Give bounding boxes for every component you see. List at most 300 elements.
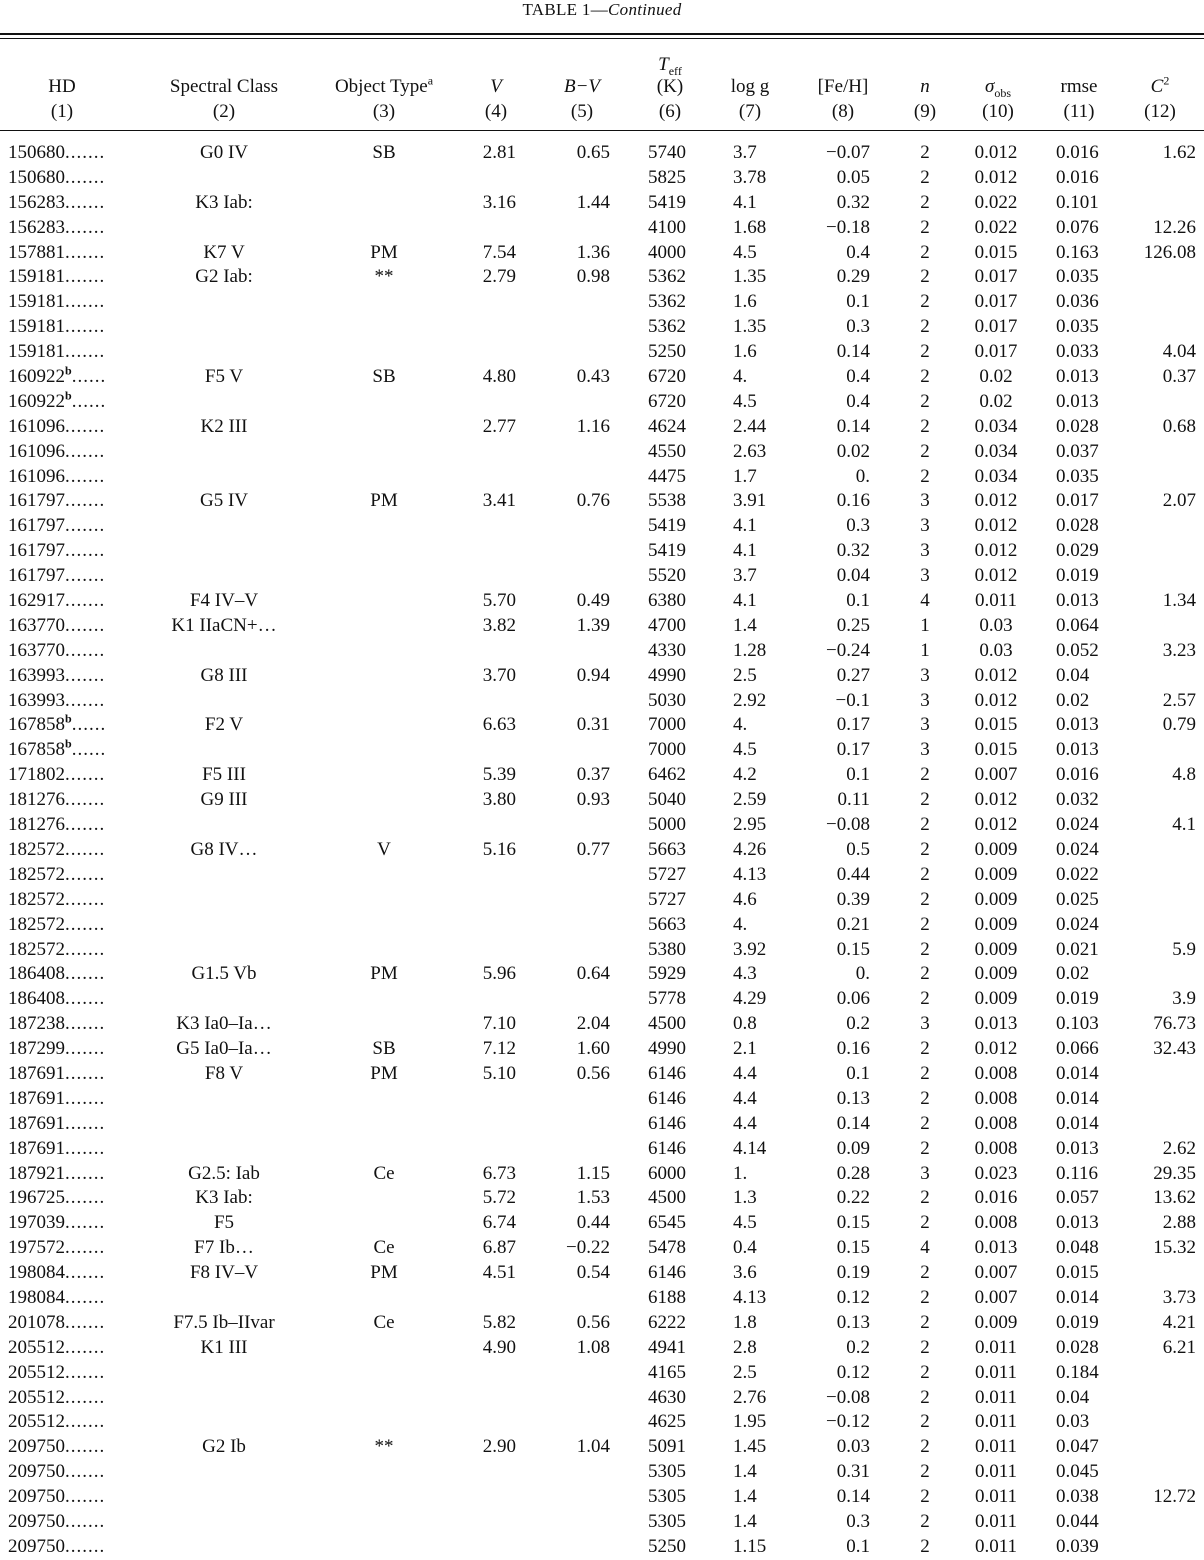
cell-teff: 5538 <box>648 490 686 512</box>
cell-fe-h: 0.4 <box>846 366 870 388</box>
cell-rmse: 0.024 <box>1056 913 1099 935</box>
cell-n: 3 <box>920 689 930 711</box>
cell-n: 2 <box>920 1038 930 1060</box>
cell-fe-h: 0.12 <box>836 1361 870 1383</box>
cell-log-g: 4.3 <box>733 963 757 985</box>
cell-fe-h: 0.32 <box>836 191 870 213</box>
cell-fe-h: 0.04 <box>836 565 870 587</box>
cell-n: 2 <box>920 316 930 338</box>
cell-rmse: 0.016 <box>1056 142 1099 163</box>
cell-n: 2 <box>920 1386 930 1408</box>
cell-rmse: 0.066 <box>1056 1038 1099 1060</box>
table-row <box>0 738 1204 763</box>
cell-hd: 186408....... <box>8 963 106 985</box>
cell-fe-h: −0.24 <box>826 639 870 661</box>
cell-b-v: 0.43 <box>576 366 610 388</box>
cell-v-mag: 3.80 <box>482 789 516 811</box>
cell-rmse: 0.044 <box>1056 1510 1099 1532</box>
cell-teff: 6146 <box>648 1087 686 1109</box>
cell-sigma-obs: 0.011 <box>974 1411 1018 1433</box>
cell-spectral-class: G2 Iab: <box>195 266 253 288</box>
cell-log-g: 1.35 <box>733 316 767 338</box>
cell-rmse: 0.013 <box>1056 1212 1099 1234</box>
cell-b-v: 0.98 <box>576 266 610 288</box>
cell-n: 2 <box>920 1212 930 1234</box>
cell-object-type: ** <box>374 266 394 288</box>
cell-spectral-class: K2 III <box>200 415 248 437</box>
cell-sigma-obs: 0.034 <box>974 415 1018 437</box>
cell-n: 2 <box>920 1062 930 1084</box>
table-row <box>0 1112 1204 1137</box>
table-title-continued: Continued <box>608 0 682 19</box>
cell-teff: 5362 <box>648 291 686 313</box>
cell-n: 2 <box>920 1087 930 1109</box>
cell-n: 2 <box>920 838 930 860</box>
cell-log-g: 1.35 <box>733 266 767 288</box>
cell-rmse: 0.014 <box>1056 1286 1099 1308</box>
cell-teff: 5000 <box>648 814 686 836</box>
cell-c2: 12.26 <box>1153 216 1196 238</box>
cell-log-g: 4. <box>733 714 748 736</box>
cell-c2: 4.04 <box>1162 341 1196 363</box>
table-row <box>0 166 1204 191</box>
cell-n: 2 <box>920 1187 930 1209</box>
cell-n: 2 <box>920 1486 930 1508</box>
table-row <box>0 1211 1204 1236</box>
cell-fe-h: 0.16 <box>836 1038 870 1060</box>
cell-teff: 5305 <box>648 1461 686 1483</box>
cell-rmse: 0.035 <box>1056 266 1099 288</box>
table-row <box>0 664 1204 689</box>
cell-fe-h: 0.21 <box>836 913 870 935</box>
cell-sigma-obs: 0.009 <box>974 1311 1018 1333</box>
cell-teff: 5663 <box>648 838 686 860</box>
cell-sigma-obs: 0.011 <box>974 590 1018 612</box>
column-header-name: (K) <box>656 76 684 97</box>
cell-n: 2 <box>920 888 930 910</box>
cell-hd: 187691....... <box>8 1087 106 1109</box>
column-header-name: n <box>920 76 930 97</box>
cell-b-v: 0.77 <box>576 838 610 860</box>
cell-sigma-obs: 0.012 <box>974 789 1018 811</box>
cell-sigma-obs: 0.015 <box>974 739 1018 761</box>
cell-rmse: 0.016 <box>1056 764 1099 786</box>
cell-b-v: 0.65 <box>576 142 610 163</box>
cell-hd: 209750....... <box>8 1436 106 1458</box>
cell-teff: 4630 <box>648 1386 686 1408</box>
cell-n: 3 <box>920 540 930 562</box>
cell-fe-h: 0.15 <box>836 938 870 960</box>
cell-c2: 3.9 <box>1172 988 1196 1010</box>
cell-teff: 5520 <box>648 565 686 587</box>
cell-n: 2 <box>920 1411 930 1433</box>
cell-fe-h: 0.14 <box>836 1486 870 1508</box>
cell-log-g: 4.5 <box>733 241 757 263</box>
cell-fe-h: 0.2 <box>846 1336 870 1358</box>
cell-fe-h: 0.1 <box>846 291 870 313</box>
cell-teff: 5727 <box>648 888 686 910</box>
cell-rmse: 0.038 <box>1056 1486 1099 1508</box>
cell-teff: 4550 <box>648 440 686 462</box>
cell-v-mag: 3.82 <box>482 614 516 636</box>
cell-n: 2 <box>920 142 930 163</box>
cell-b-v: 0.44 <box>576 1212 610 1234</box>
cell-sigma-obs: 0.011 <box>974 1436 1018 1458</box>
cell-teff: 4500 <box>648 1187 686 1209</box>
cell-rmse: 0.057 <box>1056 1187 1099 1209</box>
cell-rmse: 0.047 <box>1056 1436 1099 1458</box>
cell-teff: 6720 <box>648 390 686 412</box>
cell-log-g: 4.5 <box>733 390 757 412</box>
cell-object-type: PM <box>370 1062 398 1084</box>
cell-hd: 156283....... <box>8 191 106 213</box>
cell-spectral-class: F2 V <box>204 714 244 736</box>
column-header-number: (3) <box>372 101 396 122</box>
cell-b-v: 0.56 <box>576 1062 610 1084</box>
cell-b-v: 1.15 <box>576 1162 610 1184</box>
cell-teff: 6545 <box>648 1212 686 1234</box>
cell-log-g: 2.5 <box>733 1361 757 1383</box>
cell-n: 3 <box>920 1013 930 1035</box>
cell-v-mag: 3.41 <box>482 490 516 512</box>
cell-teff: 5663 <box>648 913 686 935</box>
table-row <box>0 1186 1204 1211</box>
cell-sigma-obs: 0.015 <box>974 241 1018 263</box>
cell-n: 2 <box>920 1286 930 1308</box>
cell-hd: 187691....... <box>8 1137 106 1159</box>
cell-b-v: 0.93 <box>576 789 610 811</box>
cell-log-g: 1.8 <box>733 1311 757 1333</box>
cell-c2: 2.57 <box>1162 689 1196 711</box>
cell-rmse: 0.014 <box>1056 1087 1099 1109</box>
cell-rmse: 0.013 <box>1056 1137 1099 1159</box>
cell-fe-h: 0.3 <box>846 1510 870 1532</box>
table-row <box>0 440 1204 465</box>
cell-v-mag: 6.63 <box>482 714 516 736</box>
cell-object-type: Ce <box>373 1162 395 1184</box>
cell-b-v: 1.53 <box>576 1187 610 1209</box>
cell-sigma-obs: 0.016 <box>974 1187 1018 1209</box>
cell-sigma-obs: 0.011 <box>974 1486 1018 1508</box>
cell-n: 2 <box>920 1336 930 1358</box>
cell-sigma-obs: 0.022 <box>974 216 1018 238</box>
cell-sigma-obs: 0.011 <box>974 1535 1018 1557</box>
cell-n: 2 <box>920 241 930 263</box>
cell-hd: 167858$^b$...... <box>8 712 107 736</box>
cell-teff: 4700 <box>648 614 686 636</box>
column-header-name: Spectral Class <box>169 76 279 97</box>
cell-c2: 3.23 <box>1162 639 1196 661</box>
cell-log-g: 1.4 <box>733 614 757 636</box>
cell-teff: 5362 <box>648 266 686 288</box>
cell-n: 3 <box>920 490 930 512</box>
cell-fe-h: 0.3 <box>846 515 870 537</box>
cell-log-g: 1. <box>733 1162 748 1184</box>
cell-hd: 161096....... <box>8 440 106 462</box>
cell-sigma-obs: 0.007 <box>974 764 1018 786</box>
cell-log-g: 4. <box>733 366 748 388</box>
cell-teff: 5419 <box>648 515 686 537</box>
cell-v-mag: 6.73 <box>482 1162 516 1184</box>
cell-sigma-obs: 0.009 <box>974 938 1018 960</box>
cell-spectral-class: G8 III <box>200 664 248 686</box>
cell-rmse: 0.014 <box>1056 1062 1099 1084</box>
cell-n: 2 <box>920 166 930 188</box>
table-row <box>0 514 1204 539</box>
table-row <box>0 141 1204 166</box>
cell-rmse: 0.04 <box>1056 664 1090 686</box>
cell-n: 2 <box>920 938 930 960</box>
cell-log-g: 2.44 <box>733 415 767 437</box>
cell-v-mag: 4.90 <box>482 1336 516 1358</box>
cell-rmse: 0.03 <box>1056 1411 1090 1433</box>
column-header-name: $C^2$ <box>1150 73 1170 97</box>
cell-c2: 0.68 <box>1162 415 1196 437</box>
cell-rmse: 0.076 <box>1056 216 1099 238</box>
cell-log-g: 1.7 <box>733 465 757 487</box>
cell-hd: 205512....... <box>8 1336 106 1358</box>
cell-v-mag: 5.82 <box>482 1311 516 1333</box>
column-header-name: rmse <box>1060 76 1098 97</box>
cell-n: 2 <box>920 191 930 213</box>
cell-fe-h: 0.05 <box>836 166 870 188</box>
cell-sigma-obs: 0.017 <box>974 316 1018 338</box>
table-row <box>0 863 1204 888</box>
table-row <box>0 1236 1204 1261</box>
cell-sigma-obs: 0.015 <box>974 714 1018 736</box>
cell-hd: 159181....... <box>8 291 106 313</box>
cell-n: 2 <box>920 1262 930 1284</box>
cell-sigma-obs: 0.012 <box>974 664 1018 686</box>
cell-teff: 4625 <box>648 1411 686 1433</box>
cell-b-v: 1.08 <box>576 1336 610 1358</box>
table-row <box>0 241 1204 266</box>
table-row <box>0 888 1204 913</box>
cell-sigma-obs: 0.012 <box>974 814 1018 836</box>
column-header-number: (8) <box>831 101 855 122</box>
cell-sigma-obs: 0.012 <box>974 1038 1018 1060</box>
cell-c2: 6.21 <box>1162 1336 1196 1358</box>
cell-teff: 4990 <box>648 664 686 686</box>
cell-teff: 7000 <box>648 714 686 736</box>
cell-log-g: 2.8 <box>733 1336 757 1358</box>
cell-sigma-obs: 0.009 <box>974 838 1018 860</box>
cell-spectral-class: F7.5 Ib–IIvar <box>173 1311 275 1333</box>
table-row <box>0 938 1204 963</box>
cell-rmse: 0.029 <box>1056 540 1099 562</box>
cell-hd: 197572....... <box>8 1237 106 1259</box>
cell-hd: 201078....... <box>8 1311 106 1333</box>
table-row <box>0 564 1204 589</box>
cell-object-type: ** <box>374 1436 394 1458</box>
cell-b-v: 2.04 <box>576 1013 610 1035</box>
table-row <box>0 689 1204 714</box>
cell-n: 1 <box>920 614 930 636</box>
table-row <box>0 1386 1204 1411</box>
cell-log-g: 3.7 <box>733 565 757 587</box>
cell-hd: 159181....... <box>8 316 106 338</box>
cell-log-g: 1.3 <box>733 1187 757 1209</box>
cell-rmse: 0.048 <box>1056 1237 1099 1259</box>
cell-rmse: 0.184 <box>1056 1361 1099 1383</box>
cell-rmse: 0.019 <box>1056 988 1099 1010</box>
column-header-name: HD <box>48 76 76 97</box>
cell-c2: 12.72 <box>1153 1486 1196 1508</box>
cell-fe-h: −0.08 <box>826 814 870 836</box>
cell-log-g: 1.4 <box>733 1486 757 1508</box>
cell-fe-h: 0.1 <box>846 1535 870 1557</box>
cell-n: 1 <box>920 639 930 661</box>
cell-n: 2 <box>920 266 930 288</box>
cell-log-g: 4.29 <box>733 988 767 1010</box>
table-title-label: TABLE 1 <box>522 0 591 19</box>
cell-log-g: 1.6 <box>733 341 757 363</box>
cell-teff: 5040 <box>648 789 686 811</box>
table-row <box>0 763 1204 788</box>
table-row <box>0 1435 1204 1460</box>
cell-fe-h: 0.02 <box>836 440 870 462</box>
cell-hd: 163770....... <box>8 639 106 661</box>
header-rule <box>0 130 1204 131</box>
cell-object-type: PM <box>370 241 398 263</box>
column-header-number: (5) <box>570 101 594 122</box>
column-header-number: (7) <box>738 101 762 122</box>
cell-rmse: 0.036 <box>1056 291 1099 313</box>
table-row <box>0 1162 1204 1187</box>
table-row <box>0 913 1204 938</box>
cell-log-g: 2.63 <box>733 440 767 462</box>
cell-c2: 5.9 <box>1172 938 1196 960</box>
cell-b-v: 1.16 <box>576 415 610 437</box>
cell-spectral-class: G1.5 Vb <box>191 963 257 985</box>
table-row <box>0 838 1204 863</box>
cell-sigma-obs: 0.008 <box>974 1137 1018 1159</box>
cell-hd: 159181....... <box>8 341 106 363</box>
cell-v-mag: 2.79 <box>482 266 516 288</box>
cell-teff: 6380 <box>648 590 686 612</box>
cell-teff: 6146 <box>648 1112 686 1134</box>
cell-n: 2 <box>920 1311 930 1333</box>
cell-fe-h: 0.06 <box>836 988 870 1010</box>
table-row <box>0 788 1204 813</box>
cell-v-mag: 3.16 <box>482 191 516 213</box>
cell-sigma-obs: 0.007 <box>974 1286 1018 1308</box>
table-row <box>0 962 1204 987</box>
cell-hd: 161797....... <box>8 515 106 537</box>
cell-hd: 163993....... <box>8 664 106 686</box>
cell-rmse: 0.02 <box>1056 963 1090 985</box>
cell-rmse: 0.019 <box>1056 1311 1099 1333</box>
cell-n: 2 <box>920 1461 930 1483</box>
cell-n: 2 <box>920 1361 930 1383</box>
cell-sigma-obs: 0.008 <box>974 1112 1018 1134</box>
cell-sigma-obs: 0.012 <box>974 142 1018 163</box>
column-header-name: $\sigma_{obs}$ <box>984 76 1012 100</box>
cell-b-v: 1.60 <box>576 1038 610 1060</box>
column-header-number: (4) <box>484 101 508 122</box>
cell-sigma-obs: 0.008 <box>974 1212 1018 1234</box>
cell-log-g: 4.13 <box>733 863 767 885</box>
cell-n: 2 <box>920 1535 930 1557</box>
cell-log-g: 4.1 <box>733 590 757 612</box>
cell-n: 3 <box>920 714 930 736</box>
cell-hd: 160922$^b$...... <box>8 388 107 412</box>
cell-fe-h: 0.2 <box>846 1013 870 1035</box>
cell-log-g: 3.7 <box>733 142 757 163</box>
column-header-number: (10) <box>982 101 1014 122</box>
cell-log-g: 1.95 <box>733 1411 767 1433</box>
cell-sigma-obs: 0.017 <box>974 341 1018 363</box>
column-header-number: (6) <box>658 101 682 122</box>
table-row <box>0 614 1204 639</box>
cell-sigma-obs: 0.023 <box>974 1162 1018 1184</box>
cell-object-type: Ce <box>373 1311 395 1333</box>
cell-teff: 6146 <box>648 1262 686 1284</box>
cell-object-type: Ce <box>373 1237 395 1259</box>
cell-teff: 6462 <box>648 764 686 786</box>
cell-sigma-obs: 0.013 <box>974 1013 1018 1035</box>
cell-teff: 5305 <box>648 1486 686 1508</box>
cell-sigma-obs: 0.022 <box>974 191 1018 213</box>
cell-fe-h: 0.27 <box>836 664 870 686</box>
cell-hd: 205512....... <box>8 1411 106 1433</box>
cell-teff: 5727 <box>648 863 686 885</box>
cell-b-v: 0.64 <box>576 963 610 985</box>
cell-teff: 5778 <box>648 988 686 1010</box>
cell-log-g: 4. <box>733 913 748 935</box>
cell-log-g: 1.6 <box>733 291 757 313</box>
column-header-name: V <box>490 76 502 97</box>
cell-log-g: 2.95 <box>733 814 767 836</box>
cell-log-g: 1.45 <box>733 1436 767 1458</box>
cell-hd: 156283....... <box>8 216 106 238</box>
cell-hd: 182572....... <box>8 888 106 910</box>
cell-fe-h: 0.13 <box>836 1311 870 1333</box>
cell-rmse: 0.064 <box>1056 614 1099 636</box>
table-row <box>0 589 1204 614</box>
cell-v-mag: 2.77 <box>482 415 516 437</box>
cell-sigma-obs: 0.034 <box>974 465 1018 487</box>
cell-rmse: 0.013 <box>1056 590 1099 612</box>
table-row <box>0 1510 1204 1535</box>
cell-log-g: 3.6 <box>733 1262 757 1284</box>
table-row <box>0 489 1204 514</box>
cell-fe-h: 0.28 <box>836 1162 870 1184</box>
cell-log-g: 0.4 <box>733 1237 757 1259</box>
cell-n: 2 <box>920 291 930 313</box>
cell-b-v: 0.76 <box>576 490 610 512</box>
table-row <box>0 340 1204 365</box>
cell-spectral-class: G2.5: Iab <box>188 1162 260 1184</box>
cell-hd: 161797....... <box>8 565 106 587</box>
cell-fe-h: −0.1 <box>835 689 870 711</box>
cell-log-g: 4.1 <box>733 540 757 562</box>
cell-log-g: 4.4 <box>733 1087 757 1109</box>
table-row <box>0 987 1204 1012</box>
cell-hd: 162917....... <box>8 590 106 612</box>
cell-sigma-obs: 0.017 <box>974 291 1018 313</box>
cell-rmse: 0.025 <box>1056 888 1099 910</box>
cell-b-v: 0.54 <box>576 1262 610 1284</box>
cell-n: 2 <box>920 1137 930 1159</box>
cell-fe-h: −0.08 <box>826 1386 870 1408</box>
cell-rmse: 0.013 <box>1056 390 1099 412</box>
cell-c2: 0.79 <box>1162 714 1196 736</box>
cell-fe-h: 0.44 <box>836 863 870 885</box>
cell-n: 3 <box>920 664 930 686</box>
cell-c2: 1.62 <box>1162 142 1196 163</box>
cell-b-v: 0.31 <box>576 714 610 736</box>
